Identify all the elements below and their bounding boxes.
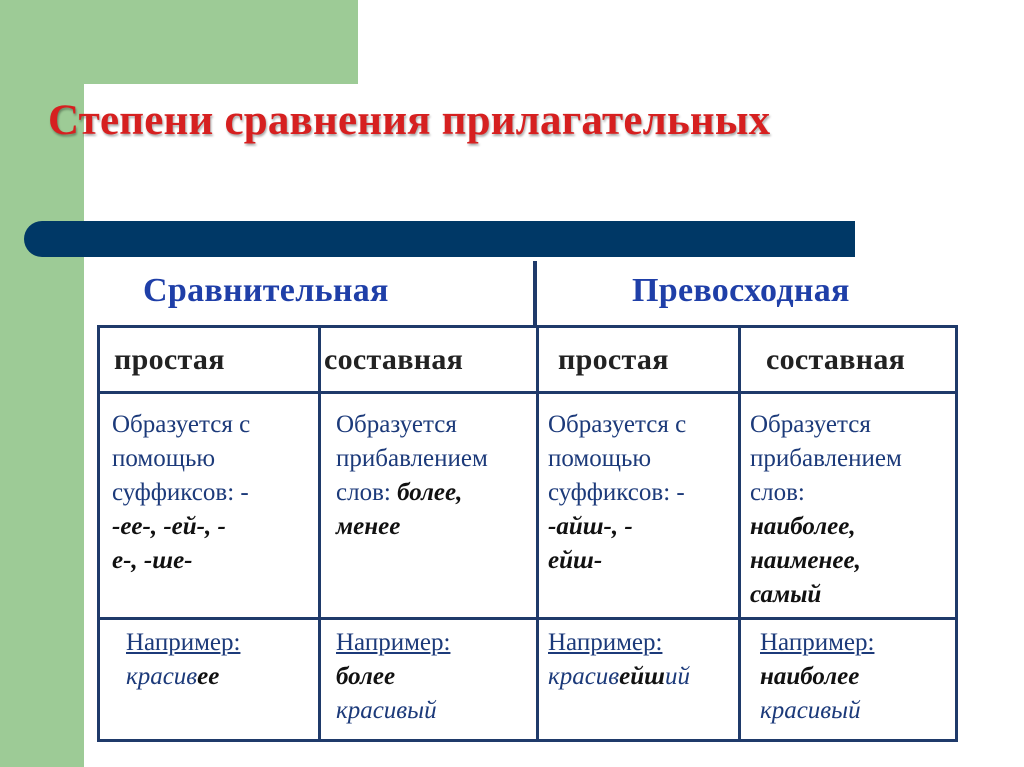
- keyword-samyj: самый: [750, 581, 822, 608]
- example-keyword: наиболее: [760, 663, 860, 690]
- example-word: красивый: [760, 697, 861, 724]
- cell-cmp-simple-formation: [112, 408, 312, 578]
- header-divider: [533, 261, 537, 327]
- row-divider: [100, 617, 955, 620]
- keyword-naimenee: наименее,: [750, 547, 861, 574]
- cell-sup-compound-example: [760, 626, 874, 728]
- cell-cmp-compound-example: [336, 626, 450, 728]
- suffix-list: е-, -ше-: [112, 547, 193, 574]
- header-superlative: Превосходная: [632, 272, 850, 309]
- example-label: Например:: [760, 629, 875, 656]
- comparison-table: [97, 325, 958, 742]
- formation-text: Образуется с помощью суффиксов: -: [112, 411, 251, 506]
- subheader-sup-simple: простая: [558, 343, 669, 376]
- example-stem: красив: [548, 663, 620, 690]
- cell-sup-simple-formation: [548, 408, 734, 578]
- cell-cmp-compound-formation: [336, 408, 536, 544]
- header-comparative: Сравнительная: [143, 272, 389, 309]
- cell-cmp-simple-example: [126, 626, 240, 694]
- suffix-list: -айш-, -: [548, 513, 633, 540]
- subheader-sup-compound: составная: [766, 343, 906, 376]
- page-title: Степени сравнения прилагательных: [48, 97, 771, 144]
- green-decor-top: [0, 0, 358, 84]
- example-stem: красив: [126, 663, 198, 690]
- example-suffix: ейш: [619, 663, 665, 690]
- keyword-menee: менее: [336, 513, 401, 540]
- subheader-cmp-simple: простая: [114, 343, 225, 376]
- example-ending: ий: [664, 663, 690, 690]
- suffix-list: -ее-, -ей-, -: [112, 513, 226, 540]
- row-divider: [100, 391, 955, 394]
- column-divider: [318, 328, 321, 739]
- example-label: Например:: [126, 629, 241, 656]
- example-ending: ее: [197, 663, 220, 690]
- formation-text: Образуется с помощью суффиксов: -: [548, 411, 687, 506]
- example-word: красивый: [336, 697, 437, 724]
- cell-sup-simple-example: [548, 626, 690, 694]
- example-label: Например:: [548, 629, 663, 656]
- title-underline-bar: [24, 221, 855, 257]
- column-divider: [536, 328, 539, 739]
- column-divider: [738, 328, 741, 739]
- cell-sup-compound-formation: [750, 408, 955, 612]
- keyword-naibolee: наиболее,: [750, 513, 856, 540]
- example-keyword: более: [336, 663, 396, 690]
- formation-text: Образуется прибавлением слов:: [336, 411, 488, 506]
- suffix-list: ейш-: [548, 547, 603, 574]
- subheader-cmp-compound: составная: [324, 343, 464, 376]
- example-label: Например:: [336, 629, 451, 656]
- keyword-bolee: более,: [397, 479, 463, 506]
- formation-text: Образуется прибавлением слов:: [750, 411, 902, 506]
